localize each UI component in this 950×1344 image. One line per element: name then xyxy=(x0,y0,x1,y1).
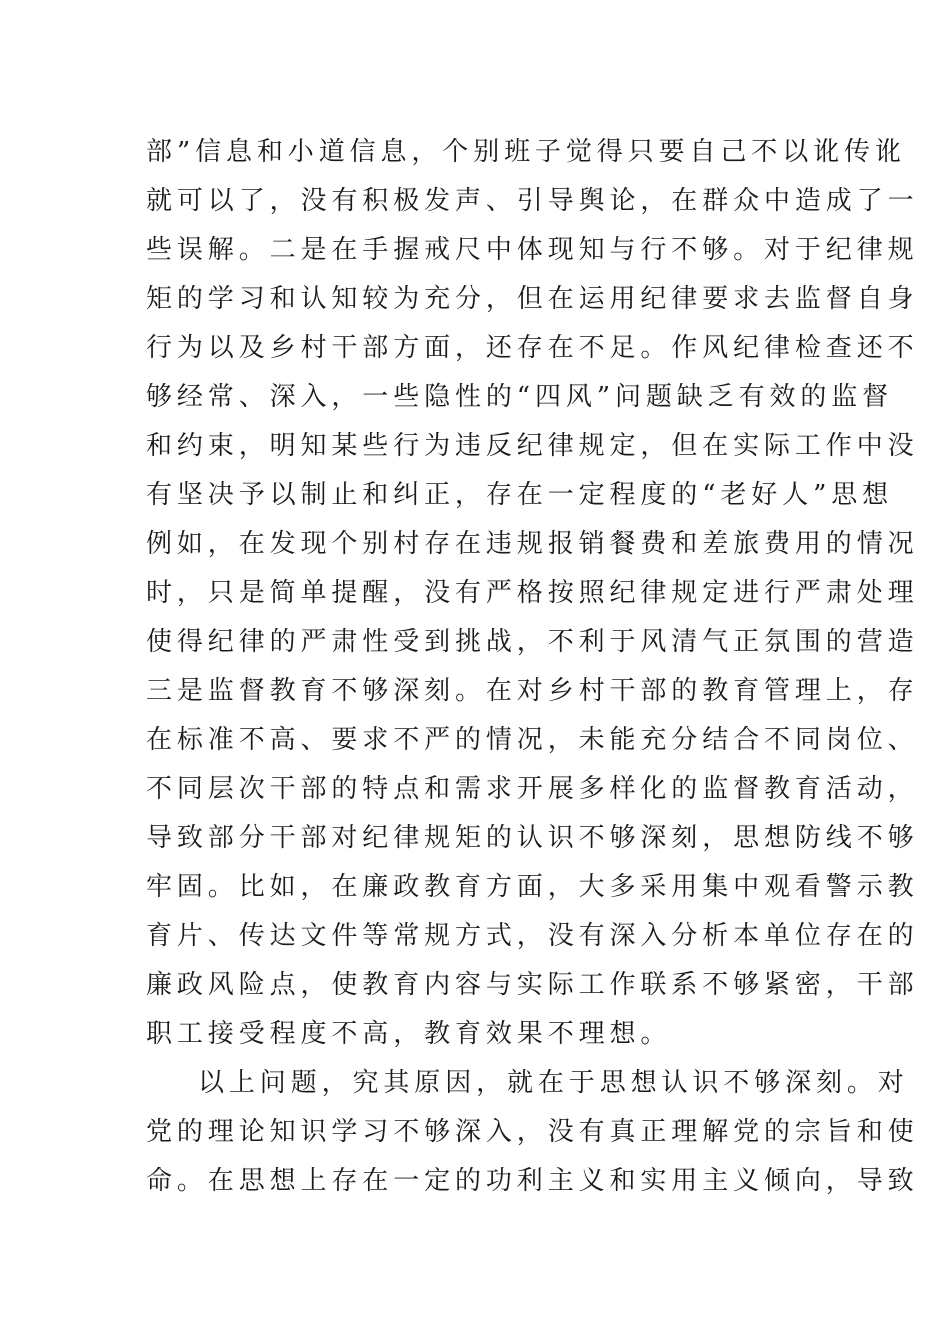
text-line: 廉政风险点，使教育内容与实际工作联系不够紧密，干部 xyxy=(146,970,919,1000)
text-line: 有坚决予以制止和纠正，存在一定程度的“老好人”思想 xyxy=(146,480,894,510)
paragraph-start-line: 以上问题，究其原因，就在于思想认识不够深刻。对 xyxy=(198,1068,909,1098)
text-line: 够经常、深入，一些隐性的“四风”问题缺乏有效的监督 xyxy=(146,382,894,412)
text-line: 三是监督教育不够深刻。在对乡村干部的教育管理上，存 xyxy=(146,676,919,706)
text-line: 党的理论知识学习不够深入，没有真正理解党的宗旨和使 xyxy=(146,1117,919,1147)
text-line: 和约束，明知某些行为违反纪律规定，但在实际工作中没 xyxy=(146,431,919,461)
text-line: 行为以及乡村干部方面，还存在不足。作风纪律检查还不 xyxy=(146,333,919,363)
text-line: 时，只是简单提醒，没有严格按照纪律规定进行严肃处理 xyxy=(146,578,919,608)
text-line: 就可以了，没有积极发声、引导舆论，在群众中造成了一 xyxy=(146,186,919,216)
text-line: 职工接受程度不高，教育效果不理想。 xyxy=(146,1019,672,1049)
text-line: 牢固。比如，在廉政教育方面，大多采用集中观看警示教 xyxy=(146,872,919,902)
text-line: 导致部分干部对纪律规矩的认识不够深刻，思想防线不够 xyxy=(146,823,919,853)
text-line: 些误解。二是在手握戒尺中体现知与行不够。对于纪律规 xyxy=(146,235,919,265)
text-line: 使得纪律的严肃性受到挑战，不利于风清气正氛围的营造 xyxy=(146,627,919,657)
text-line: 命。在思想上存在一定的功利主义和实用主义倾向，导致 xyxy=(146,1166,919,1196)
text-line: 在标准不高、要求不严的情况，未能充分结合不同岗位、 xyxy=(146,725,919,755)
text-line: 部”信息和小道信息，个别班子觉得只要自己不以讹传讹 xyxy=(146,137,906,167)
document-body xyxy=(146,128,919,1206)
text-line: 不同层次干部的特点和需求开展多样化的监督教育活动， xyxy=(146,774,919,804)
text-line: 矩的学习和认知较为充分，但在运用纪律要求去监督自身 xyxy=(146,284,919,314)
text-line: 例如，在发现个别村存在违规报销餐费和差旅费用的情况 xyxy=(146,529,919,559)
text-line: 育片、传达文件等常规方式，没有深入分析本单位存在的 xyxy=(146,921,919,951)
